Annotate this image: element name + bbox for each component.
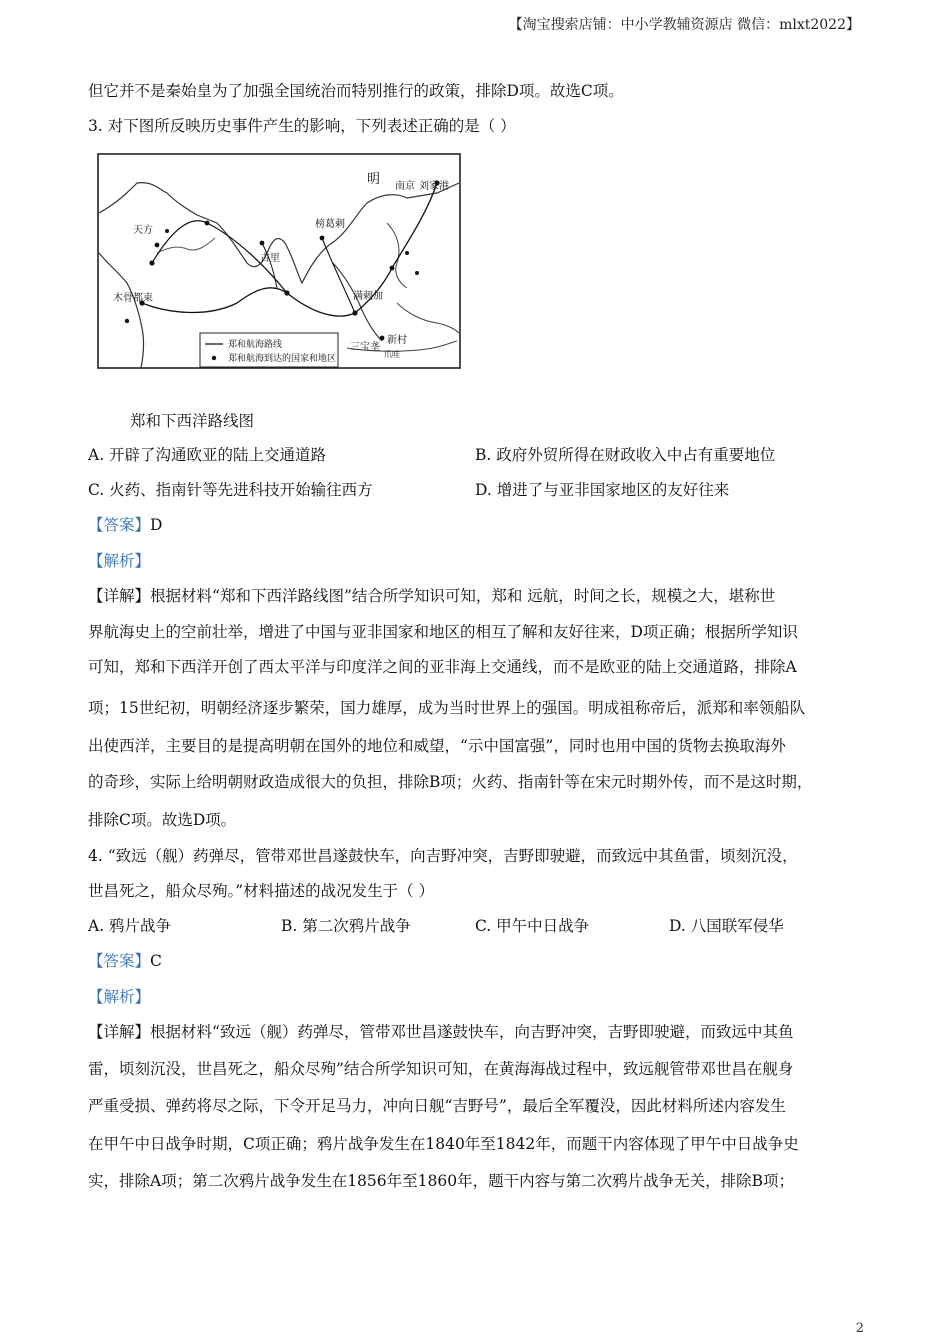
map-legend [200,333,338,367]
q4-answer-tag: 【答案】 [88,952,151,970]
map-label-manlajia: 满剌加 [353,291,383,302]
map-label-ming: 明 [367,172,381,187]
q4-option-c: C. 甲午中日战争 [475,917,590,935]
map-label-zhaowa: 爪哇 [384,350,400,359]
q3-detail-line-3: 可知，郑和下西洋开创了西太平洋与印度洋之间的亚非海上交通线，而不是欧亚的陆上交通道路，排除A [88,658,797,676]
q4-option-a: A. 鸦片战争 [88,917,172,935]
intro-line: 但它并不是秦始皇为了加强全国统治而特别推行的政策，排除D项。故选C项。 [88,82,624,100]
q3-detail-line-4: 项；15世纪初，明朝经济逐步繁荣，国力雄厚，成为当时世界上的强国。明成祖称帝后，派郑和率领船队 [88,699,806,717]
q4-answer [88,950,162,972]
q4-detail-line-2: 雷，顷刻沉没，世昌死之，船众尽殉”结合所学知识可知，在黄海海战过程中，致远舰管带邓世昌在舰身 [88,1060,794,1078]
q4-detail-text-1: 根据材料“致远（舰）药弹尽，管带邓世昌遂鼓快车，向吉野冲突，吉野即驶避，而致远中其鱼 [150,1023,794,1041]
q3-stem: 3. 对下图所反映历史事件产生的影响，下列表述正确的是（ ） [88,117,516,135]
q4-analysis-tag: 【解析】 [88,988,151,1006]
q3-detail-line-6: 的奇珍，实际上给明朝财政造成很大的负担，排除B项；火药、指南针等在宋元时期外传，而不是这时期， [88,773,813,791]
legend-route-label: 郑和航海路线 [228,340,283,350]
q4-option-b: B. 第二次鸦片战争 [281,917,411,935]
q3-option-a: A. 开辟了沟通欧亚的陆上交通道路 [88,446,327,464]
map-label-liujiagang: 刘家港 [419,181,449,192]
map-label-mugudushu: 木骨都束 [113,293,153,304]
q3-analysis [88,550,150,572]
zhenghe-voyage-map [97,153,461,369]
q4-answer-value: C [150,952,162,970]
q3-answer-value: D [150,516,163,534]
q3-detail-tag: 【详解】 [88,587,151,605]
q3-answer-tag: 【答案】 [88,516,151,534]
q4-stem-line-2: 世昌死之，船众尽殉。”材料描述的战况发生于（ ） [88,882,435,900]
q3-detail-line-7: 排除C项。故选D项。 [88,811,237,829]
q4-detail-tag: 【详解】 [88,1023,151,1041]
header-note: 【淘宝搜索店铺：中小学教辅资源店 微信：mlxt2022】 [508,17,860,33]
map-label-tianfang: 天方 [133,225,153,236]
q3-answer [88,514,162,536]
q3-detail-line-5: 出使西洋，主要目的是提高明朝在国外的地位和威望，“示中国富强”，同时也用中国的货物去换取海外 [88,737,786,755]
q3-analysis-tag: 【解析】 [88,552,151,570]
map-label-banggela: 榜葛剌 [315,219,345,230]
map-label-guli: 古里 [260,253,280,264]
q3-detail-text-1: 根据材料“郑和下西洋路线图”结合所学知识可知，郑和 远航，时间之长，规模之大，堪称世 [150,587,776,605]
q3-detail-line-1 [88,585,775,607]
q3-option-d: D. 增进了与亚非国家地区的友好往来 [475,481,730,499]
q4-detail-line-3: 严重受损、弹药将尽之际，下令开足马力，冲向日舰“吉野号”，最后全军覆没，因此材料所述内容发生 [88,1097,786,1115]
page-number: 2 [855,1321,864,1336]
q4-detail-line-4: 在甲午中日战争时期，C项正确；鸦片战争发生在1840年至1842年，而题干内容体现了甲午中日战争史 [88,1135,799,1153]
legend-places-label: 郑和航海到达的国家和地区 [228,354,337,364]
q3-detail-line-2: 界航海史上的空前壮举，增进了中国与亚非国家和地区的相互了解和友好往来，D项正确；根据所学知识 [88,623,798,641]
q3-option-c: C. 火药、指南针等先进科技开始输往西方 [88,481,373,499]
q4-stem-line-1: 4. “致远（舰）药弹尽，管带邓世昌遂鼓快车，向吉野冲突，吉野即驶避，而致远中其鱼雷，顷刻沉没， [88,847,798,865]
map-svg [97,153,461,369]
q4-detail-line-1 [88,1021,793,1043]
q4-detail-line-5: 实，排除A项；第二次鸦片战争发生在1856年至1860年，题干内容与第二次鸦片战争无关，排除B项； [88,1172,794,1190]
q4-option-d: D. 八国联军侵华 [669,917,784,935]
map-label-xincun: 新村 [387,335,407,346]
map-caption: 郑和下西洋路线图 [130,412,255,430]
map-label-sanbaolong: 三宝垄 [350,342,380,353]
map-label-nanjing: 南京 [395,181,415,192]
q3-option-b: B. 政府外贸所得在财政收入中占有重要地位 [475,446,776,464]
q4-analysis [88,986,150,1008]
